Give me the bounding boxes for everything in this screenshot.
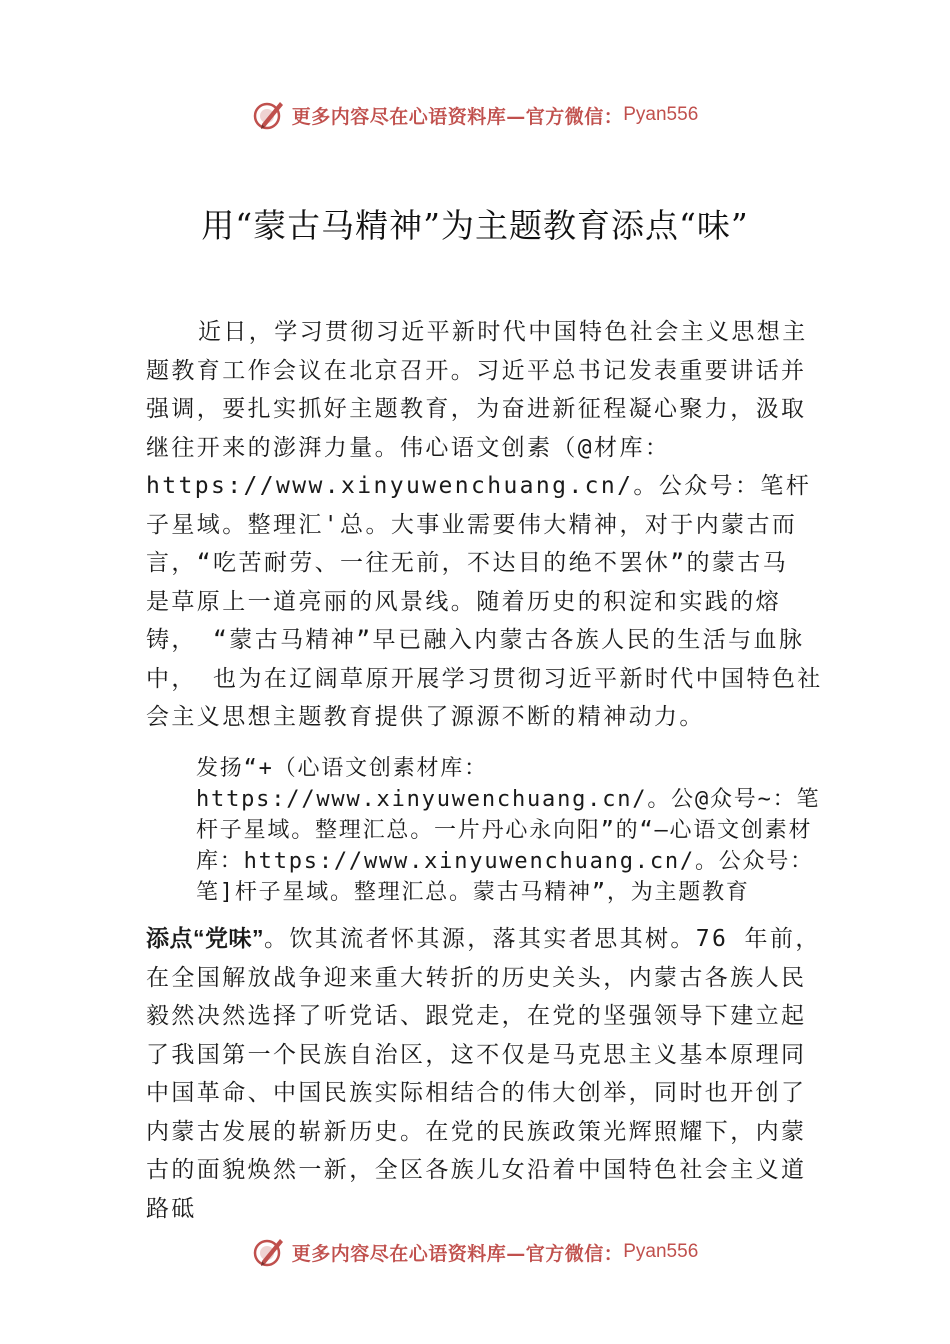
banner-slogan: 更多内容尽在心语资料库—官方微信：	[291, 105, 624, 128]
paragraph-3	[146, 919, 826, 1228]
pen-logo-icon	[252, 98, 286, 132]
banner-wechat-id: Pyan556	[623, 1241, 699, 1262]
paragraph-1: 近日，学习贯彻习近平新时代中国特色社会主义思想主题教育工作会议在北京召开。习近平总书记发表重要讲话并强调，要扎实抓好主题教育，为奋进新征程凝心聚力，汲取继往开来的澎湃力量。伟心语文创素（@材库：https://www.xinyuwenchuang.cn/。公众号：笔杆子星域。整理汇'总。大事业需要伟大精神，对于内蒙古而言，“吃苦耐劳、一往无前，不达目的绝不罢休”的蒙古马 是草原上一道亮丽的风景线。随着历史的积淀和实践的熔铸， “蒙古马精神”早已融入内蒙古各族人民的生活与血脉中， 也为在辽阔草原开展学习贯彻习近平新时代中国特色社会主义思想主题教育提供了源源不断的精神动力。	[146, 319, 823, 730]
header-banner	[0, 95, 950, 135]
banner-wechat-id: Pyan556	[623, 104, 699, 125]
paragraph-3-heading: 添点“党味”	[146, 925, 264, 951]
paragraph-2: 发扬“+（心语文创素材库：https://www.xinyuwenchuang.cn/。公@众号~：笔杆子星域。整理汇总。一片丹心永向阳”的“—心语文创素材库：https://www.xinyuwenchuang.cn/。公众号：笔]杆子星域。整理汇总。蒙古马精神”，为主题教育	[196, 756, 821, 905]
document-title: 用“蒙古马精神”为主题教育添点“味”	[201, 206, 749, 245]
footer-banner	[0, 1232, 950, 1272]
banner-slogan: 更多内容尽在心语资料库—官方微信：	[291, 1242, 624, 1265]
paragraph-3-body: 。饮其流者怀其源，落其实者思其树。76 年前，在全国解放战争迎来重大转折的历史关头，内蒙古各族人民毅然决然选择了听党话、跟党走，在党的坚强领导下建立起了我国第一个民族自治区，这不仅是马克思主义基本原理同中国革命、中国民族实际相结合的伟大创举，同时也开创了内蒙古发展的崭新历史。在党的民族政策光辉照耀下，内蒙古的面貌焕然一新，全区各族儿女沿着中国特色社会主义道路砥	[146, 926, 821, 1222]
pen-logo-icon	[252, 1235, 286, 1269]
